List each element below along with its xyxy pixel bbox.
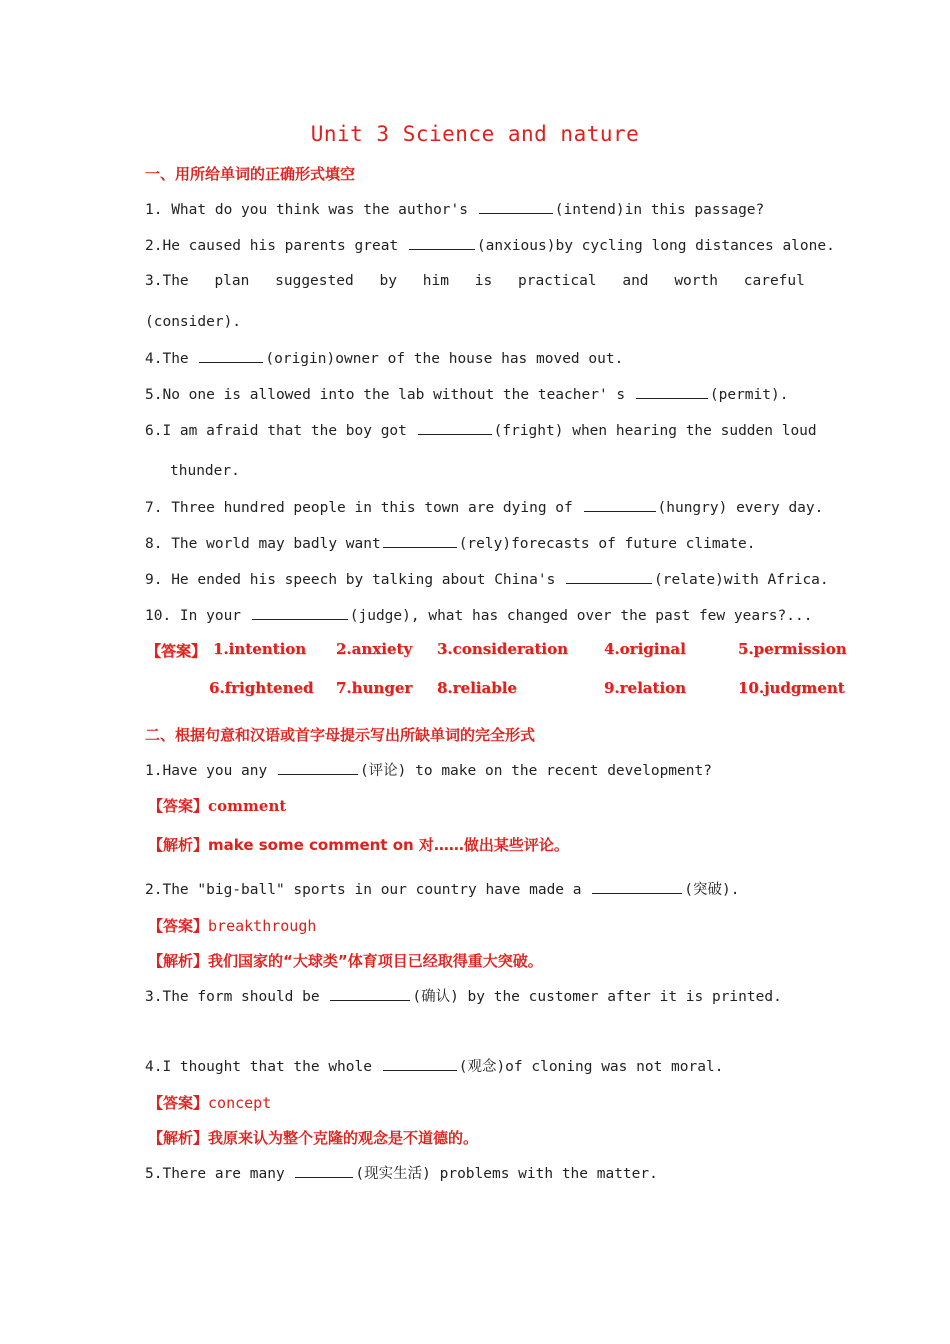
question-text: 7. Three hundred people in this town are dying of xyxy=(145,500,573,516)
question-text: 4.I thought that the whole xyxy=(145,1059,372,1075)
answer-blank xyxy=(252,605,348,620)
question-1-7 xyxy=(145,497,823,518)
page-title: Unit 3 Science and nature xyxy=(310,122,640,146)
answer-5: 5.permission xyxy=(738,640,847,658)
analysis-label: 【解析】 xyxy=(148,952,209,970)
question-1-10 xyxy=(145,605,812,626)
question-text: 10. In your xyxy=(145,608,242,624)
question-word: careful xyxy=(743,273,805,289)
question-text: (突破). xyxy=(684,882,740,898)
question-word: practical xyxy=(517,273,597,289)
question-1-1 xyxy=(145,199,764,220)
answer-2-2 xyxy=(148,915,316,936)
question-text: (origin)owner of the house has moved out. xyxy=(265,351,624,367)
question-1-8 xyxy=(145,533,756,554)
analysis-2-4 xyxy=(148,1127,478,1148)
question-text: (rely)forecasts of future climate. xyxy=(458,536,756,552)
question-word: 3.The xyxy=(145,273,189,289)
question-text: (judge), what has changed over the past few years?... xyxy=(349,608,813,624)
answer-label: 【答案】 xyxy=(148,917,209,935)
question-word: worth xyxy=(674,273,718,289)
analysis-2-2 xyxy=(148,950,543,971)
question-text: 8. The world may badly want xyxy=(145,536,381,552)
question-text: (确认) by the customer after it is printed. xyxy=(412,989,782,1005)
answer-blank xyxy=(199,348,263,363)
answer-blank xyxy=(584,497,656,512)
answer-blank xyxy=(295,1163,353,1178)
question-2-4 xyxy=(145,1056,723,1077)
question-1-2 xyxy=(145,235,835,256)
answer-2: 2.anxiety xyxy=(336,640,413,658)
question-1-6-continued: thunder. xyxy=(170,463,240,479)
question-text: (anxious)by cycling long distances alone. xyxy=(476,238,835,254)
question-word: suggested xyxy=(275,273,354,289)
answer-blank xyxy=(330,986,410,1001)
answer-value: breakthrough xyxy=(208,917,317,935)
question-1-9 xyxy=(145,569,829,590)
answer-blank xyxy=(278,760,358,775)
answer-blank xyxy=(409,235,475,250)
answer-blank xyxy=(383,533,457,548)
answer-10: 10.judgment xyxy=(738,679,845,697)
answer-blank xyxy=(479,199,553,214)
answer-blank xyxy=(566,569,652,584)
question-text: (permit). xyxy=(709,387,789,403)
question-text: 2.He caused his parents great xyxy=(145,238,399,254)
question-text: (现实生活) problems with the matter. xyxy=(355,1166,658,1182)
analysis-label: 【解析】 xyxy=(148,836,209,854)
answer-3: 3.consideration xyxy=(437,640,569,658)
answer-2-1 xyxy=(148,795,286,816)
answer-2-4 xyxy=(148,1092,271,1113)
analysis-text: make some comment on 对……做出某些评论。 xyxy=(208,836,569,854)
answer-label: 【答案】 xyxy=(148,1094,209,1112)
answer-4: 4.original xyxy=(604,640,686,658)
analysis-text: 我原来认为整个克隆的观念是不道德的。 xyxy=(208,1129,479,1147)
answers-label: 【答案】 xyxy=(146,642,207,660)
answer-blank xyxy=(636,384,708,399)
question-2-5 xyxy=(145,1163,658,1184)
question-2-2 xyxy=(145,879,739,900)
answer-1: 1.intention xyxy=(213,640,307,658)
answer-6: 6.frightened xyxy=(209,679,314,697)
question-text: (hungry) every day. xyxy=(657,500,824,516)
question-1-5 xyxy=(145,384,788,405)
section-1-heading: 一、用所给单词的正确形式填空 xyxy=(145,165,356,183)
question-text: (fright) when hearing the sudden loud xyxy=(493,423,817,439)
answer-8: 8.reliable xyxy=(437,679,517,697)
analysis-text: 我们国家的“大球类”体育项目已经取得重大突破。 xyxy=(208,952,543,970)
question-text: 5.There are many xyxy=(145,1166,285,1182)
question-text: 4.The xyxy=(145,351,189,367)
answer-blank xyxy=(418,420,492,435)
answer-value: comment xyxy=(208,797,287,815)
answer-label: 【答案】 xyxy=(148,797,209,815)
question-2-1 xyxy=(145,760,712,781)
question-word: him xyxy=(422,273,449,289)
question-text: (评论) to make on the recent development? xyxy=(359,763,712,779)
analysis-2-1 xyxy=(148,834,569,855)
question-1-4 xyxy=(145,348,623,369)
question-text: 9. He ended his speech by talking about China's xyxy=(145,572,556,588)
analysis-label: 【解析】 xyxy=(148,1129,209,1147)
answer-blank xyxy=(383,1056,457,1071)
question-1-3-continued: (consider). xyxy=(145,314,242,330)
question-word: by xyxy=(379,273,397,289)
question-1-3 xyxy=(145,271,805,291)
answer-9: 9.relation xyxy=(604,679,687,697)
question-text: 6.I am afraid that the boy got xyxy=(145,423,407,439)
question-text: 1. What do you think was the author's xyxy=(145,202,469,218)
question-text: 3.The form should be xyxy=(145,989,320,1005)
question-word: and xyxy=(622,273,649,289)
question-text: 2.The "big-ball" sports in our country have made a xyxy=(145,882,582,898)
question-text: (relate)with Africa. xyxy=(654,572,829,588)
question-word: is xyxy=(474,273,493,289)
question-word: plan xyxy=(214,273,250,289)
question-text: (观念)of cloning was not moral. xyxy=(458,1059,724,1075)
answer-value: concept xyxy=(208,1094,272,1112)
question-text: (intend)in this passage? xyxy=(554,202,765,218)
question-text: 1.Have you any xyxy=(145,763,268,779)
answer-7: 7.hunger xyxy=(336,679,413,697)
question-2-3 xyxy=(145,986,782,1007)
question-text: 5.No one is allowed into the lab without the teacher' s xyxy=(145,387,626,403)
answer-blank xyxy=(592,879,682,894)
section-2-heading: 二、根据句意和汉语或首字母提示写出所缺单词的完全形式 xyxy=(145,726,536,744)
question-1-6 xyxy=(145,420,817,441)
